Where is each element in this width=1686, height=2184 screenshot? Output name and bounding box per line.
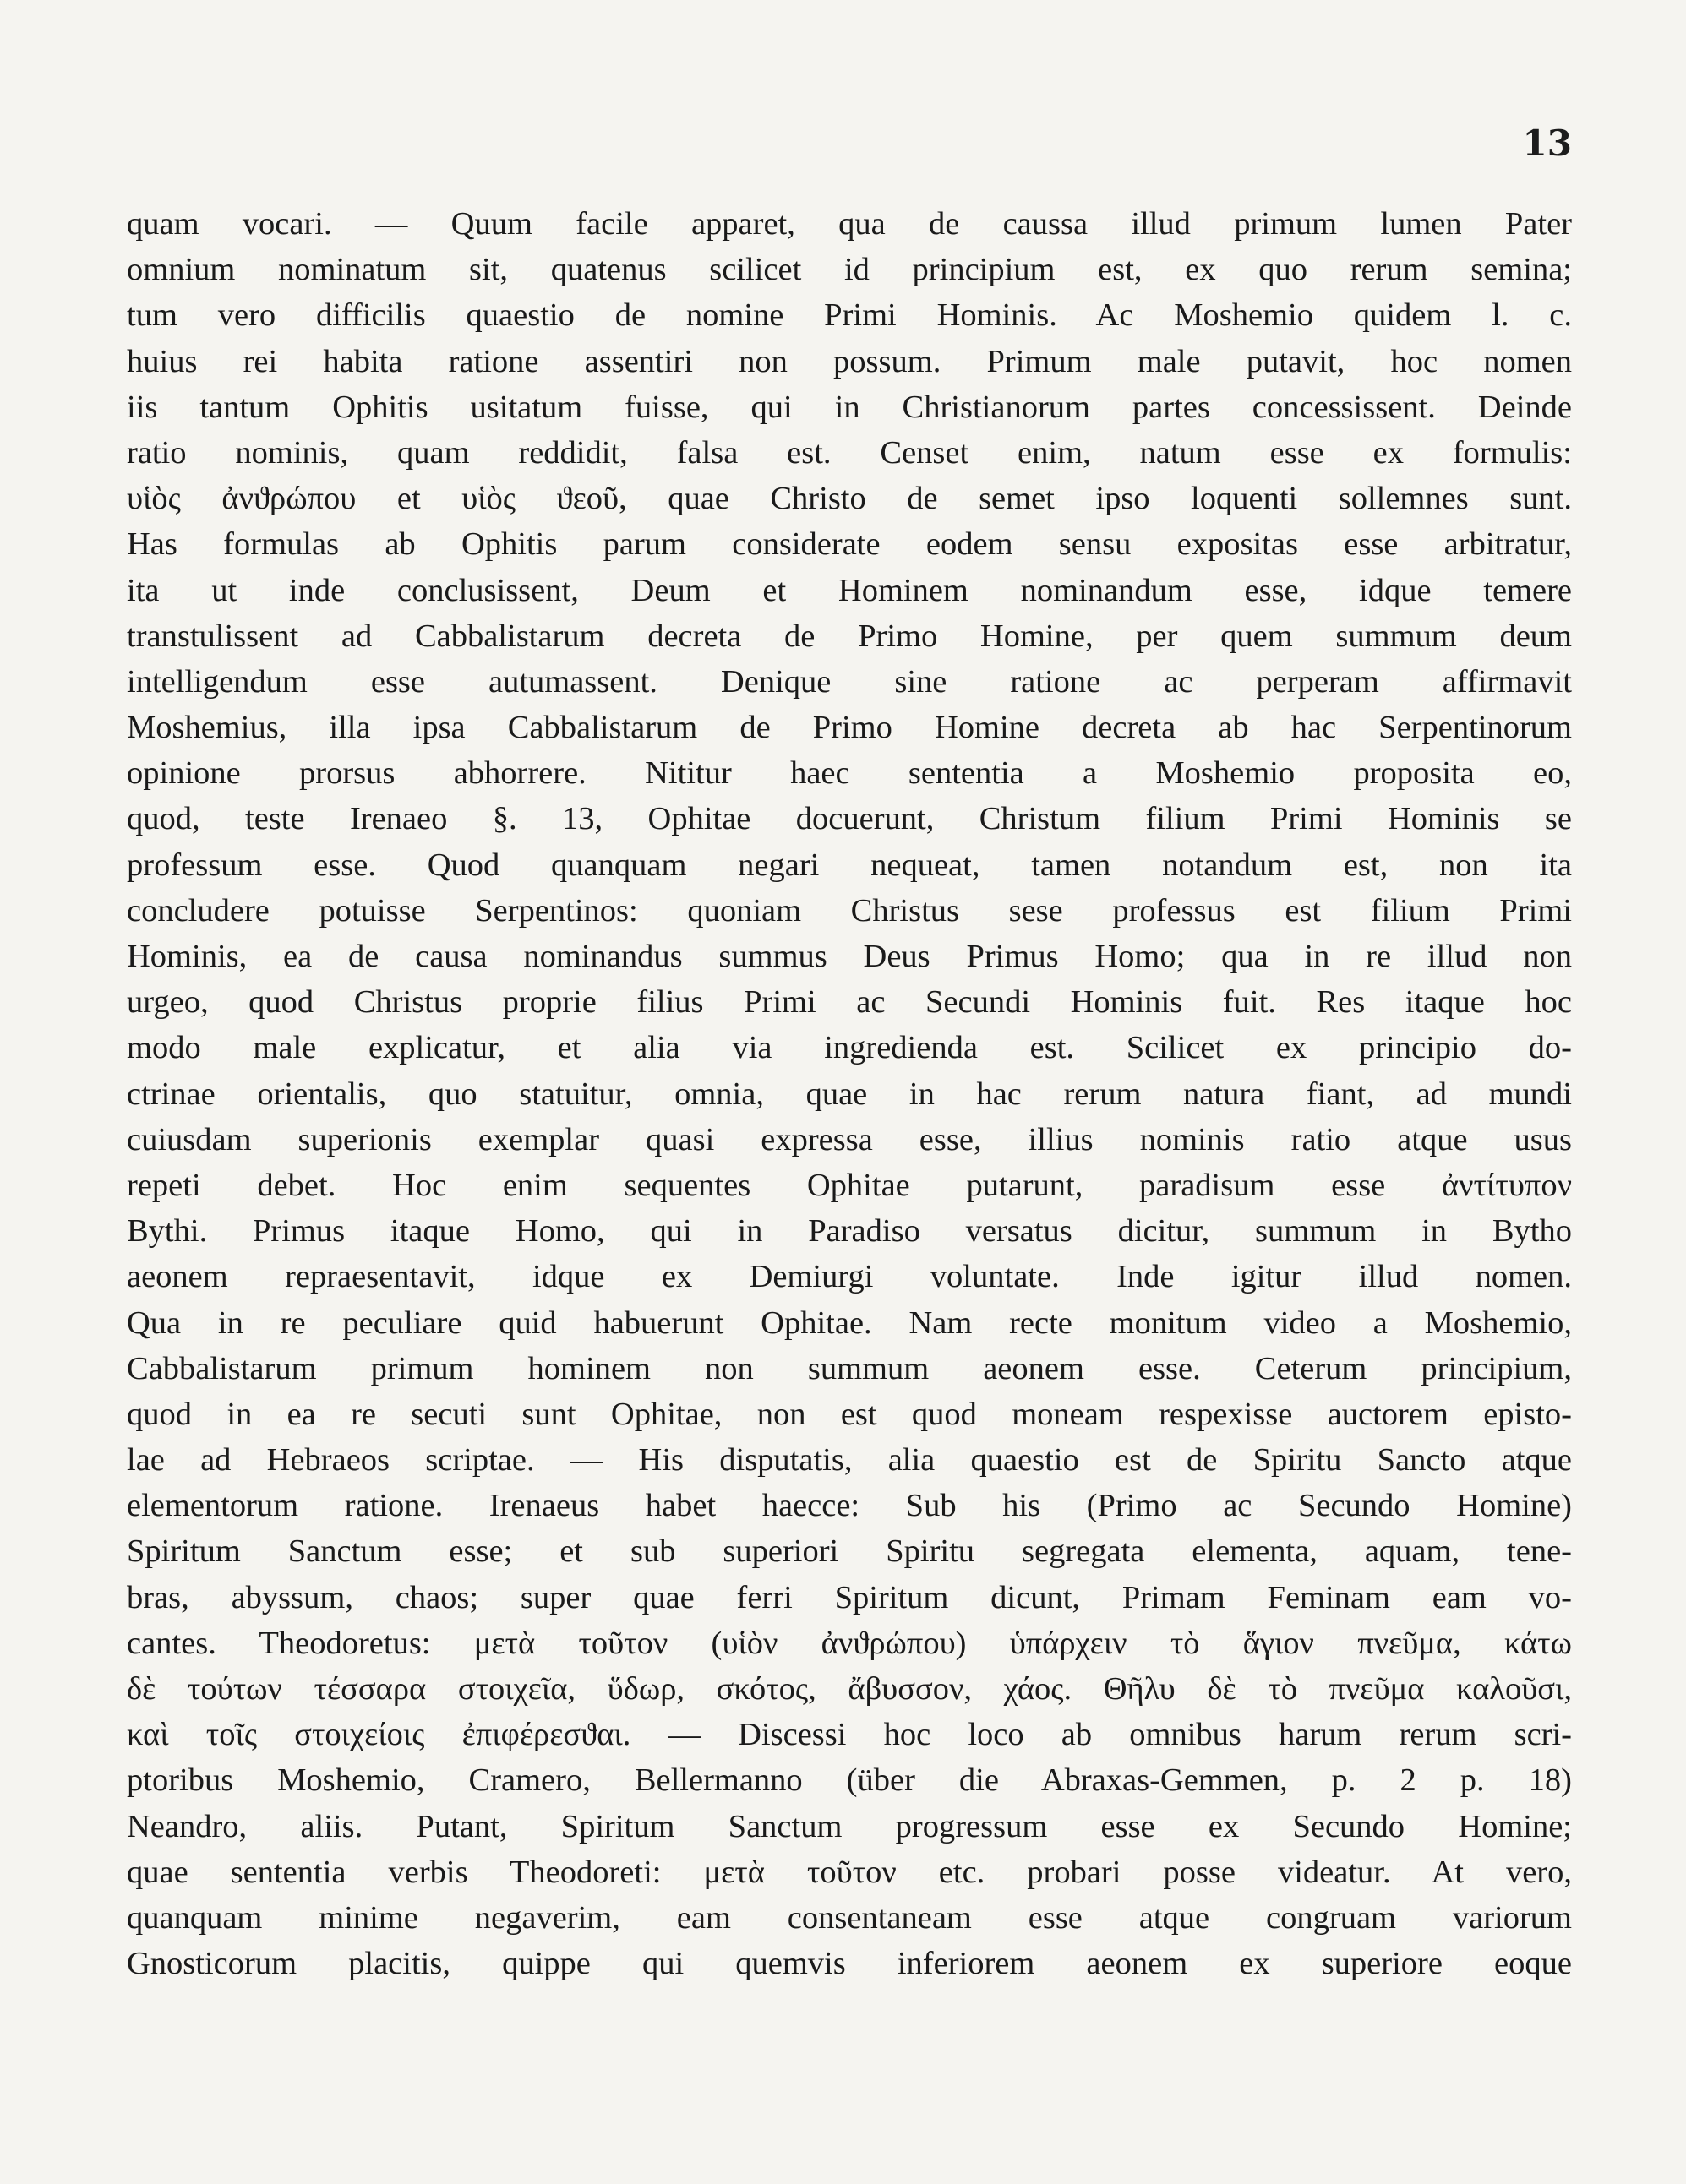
text-line: Qua in re peculiare quid habuerunt Ophitae. Nam recte monitum video a Moshemio, (127, 1304, 1572, 1341)
text-line: quae sententia verbis Theodoreti: μετὰ τοῦτον etc. probari posse videatur. At vero, (127, 1854, 1572, 1890)
text-line: cantes. Theodoretus: μετὰ τοῦτον (υἱὸν ἀνϑρώπου) ὑπάρχειν τὸ ἅγιον πνεῦμα, κάτω (127, 1625, 1572, 1661)
text-line: transtulissent ad Cabbalistarum decreta de Primo Homine, per quem summum deum (127, 618, 1572, 654)
text-line: opinione prorsus abhorrere. Nititur haec sententia a Moshemio proposita eo, (127, 755, 1572, 792)
text-line: καὶ τοῖς στοιχείοις ἐπιφέρεσϑαι. — Discessi hoc loco ab omnibus harum rerum scri- (127, 1717, 1572, 1753)
body-text (127, 201, 1572, 1986)
text-line: cuiusdam superionis exemplar quasi expressa esse, illius nominis ratio atque usus (127, 1121, 1572, 1157)
text-line: quanquam minime negaverim, eam consentaneam esse atque congruam variorum (127, 1899, 1572, 1936)
text-line: lae ad Hebraeos scriptae. — His disputatis, alia quaestio est de Spiritu Sancto atque (127, 1442, 1572, 1479)
text-line: huius rei habita ratione assentiri non possum. Primum male putavit, hoc nomen (127, 343, 1572, 379)
text-line: intelligendum esse autumassent. Denique sine ratione ac perperam affirmavit (127, 663, 1572, 700)
text-line: υἱὸς ἀνϑρώπου et υἱὸς ϑεοῦ, quae Christo de semet ipso loquenti sollemnes sunt. (127, 481, 1572, 517)
text-line: quod in ea re secuti sunt Ophitae, non est quod moneam respexisse auctorem episto- (127, 1396, 1572, 1432)
text-line: repeti debet. Hoc enim sequentes Ophitae putarunt, paradisum esse ἀντίτυπον (127, 1167, 1572, 1203)
text-line: Neandro, aliis. Putant, Spiritum Sanctum progressum esse ex Secundo Homine; (127, 1808, 1572, 1844)
text-line: Bythi. Primus itaque Homo, qui in Paradiso versatus dicitur, summum in Bytho (127, 1213, 1572, 1250)
text-line: ratio nominis, quam reddidit, falsa est. Censet enim, natum esse ex formulis: (127, 434, 1572, 471)
text-line: aeonem repraesentavit, idque ex Demiurgi voluntate. Inde igitur illud nomen. (127, 1259, 1572, 1295)
text-line: quam vocari. — Quum facile apparet, qua de caussa illud primum lumen Pater (127, 206, 1572, 242)
text-line: Cabbalistarum primum hominem non summum aeonem esse. Ceterum principium, (127, 1350, 1572, 1386)
text-line: δὲ τούτων τέσσαρα στοιχεῖα, ὕδωρ, σκότος, ἄβυσσον, χάος. Θῆλυ δὲ τὸ πνεῦμα καλοῦσι, (127, 1671, 1572, 1707)
text-line: omnium nominatum sit, quatenus scilicet id principium est, ex quo rerum semina; (127, 252, 1572, 288)
text-line: ptoribus Moshemio, Cramero, Bellermanno (über die Abraxas-Gemmen, p. 2 p. 18) (127, 1762, 1572, 1799)
text-line: elementorum ratione. Irenaeus habet haecce: Sub his (Primo ac Secundo Homine) (127, 1488, 1572, 1524)
text-line: Hominis, ea de causa nominandus summus Deus Primus Homo; qua in re illud non (127, 939, 1572, 974)
text-line: professum esse. Quod quanquam negari nequeat, tamen notandum est, non ita (127, 847, 1572, 883)
text-line: quod, teste Irenaeo §. 13, Ophitae docuerunt, Christum filium Primi Hominis se (127, 801, 1572, 837)
page-number: 13 (1522, 123, 1572, 164)
text-line: Has formulas ab Ophitis parum considerate eodem sensu expositas esse arbitratur, (127, 526, 1572, 563)
text-line: ita ut inde conclusissent, Deum et Hominem nominandum esse, idque temere (127, 572, 1572, 608)
text-line: bras, abyssum, chaos; super quae ferri Spiritum dicunt, Primam Feminam eam vo- (127, 1579, 1572, 1615)
text-line: tum vero difficilis quaestio de nomine Primi Hominis. Ac Moshemio quidem l. c. (127, 297, 1572, 334)
text-line: modo male explicatur, et alia via ingredienda est. Scilicet ex principio do- (127, 1030, 1572, 1066)
text-line: iis tantum Ophitis usitatum fuisse, qui in Christianorum partes concessissent. Deinde (127, 389, 1572, 425)
text-line: Moshemius, illa ipsa Cabbalistarum de Primo Homine decreta ab hac Serpentinorum (127, 710, 1572, 746)
text-line: concludere potuisse Serpentinos: quoniam Christus sese professus est filium Primi (127, 892, 1572, 929)
text-line: Spiritum Sanctum esse; et sub superiori Spiritu segregata elementa, aquam, tene- (127, 1533, 1572, 1570)
text-line: ctrinae orientalis, quo statuitur, omnia, quae in hac rerum natura fiant, ad mundi (127, 1076, 1572, 1112)
text-line: Gnosticorum placitis, quippe qui quemvis inferiorem aeonem ex superiore eoque (127, 1946, 1572, 1982)
text-line: urgeo, quod Christus proprie filius Primi ac Secundi Hominis fuit. Res itaque hoc (127, 984, 1572, 1021)
